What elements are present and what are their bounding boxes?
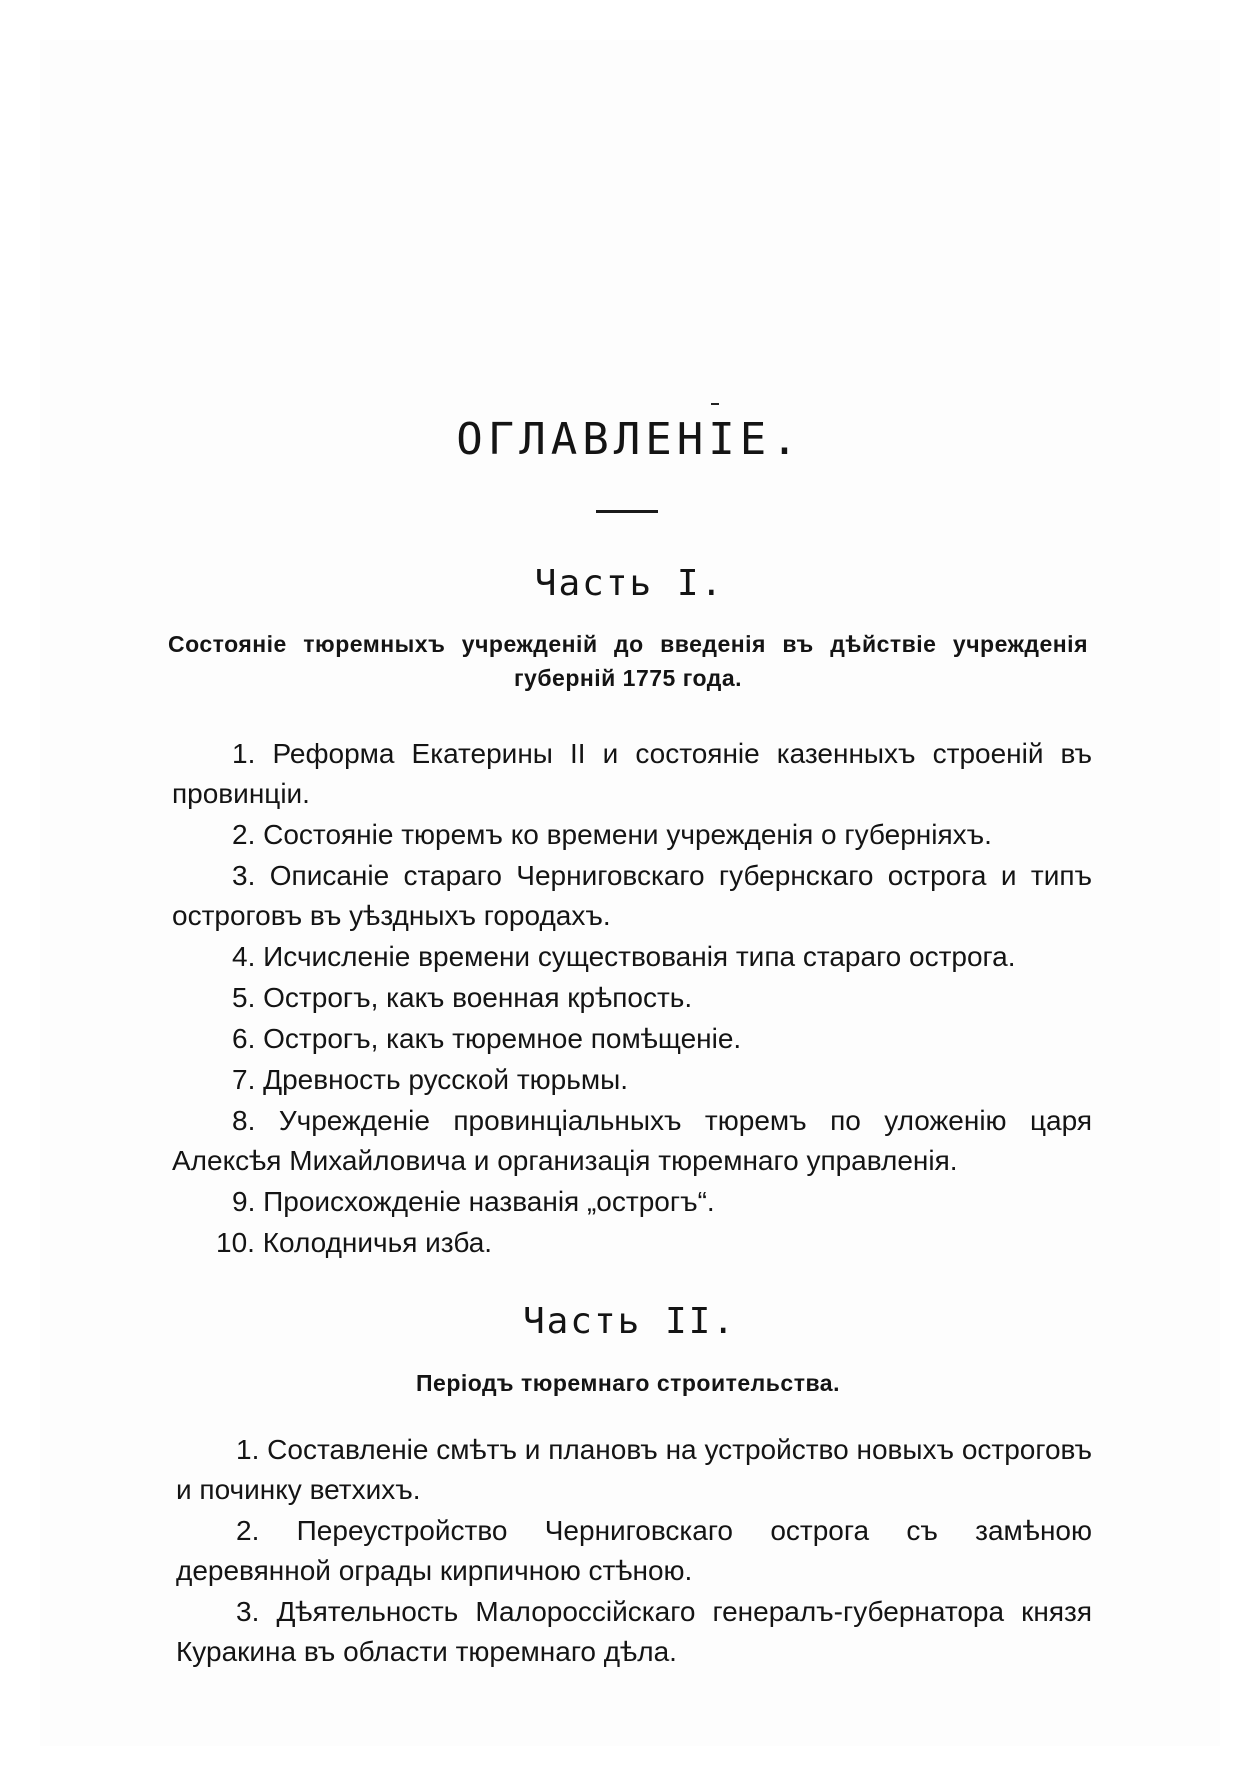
entry-text: Исчисленіе времени существованія типа стараго острога.	[263, 941, 1016, 972]
toc-entry	[172, 1182, 1092, 1222]
entry-text: Дѣятельность Малороссійскаго генералъ-губернатора князя Куракина въ области тюремнаго дѣла.	[176, 1596, 1093, 1667]
part-2-contents	[176, 1430, 1092, 1673]
entry-number: 1.	[236, 1434, 260, 1465]
entry-number: 2.	[236, 1515, 260, 1546]
entry-number: 10.	[216, 1227, 255, 1258]
title-mark	[711, 403, 719, 405]
entry-text: Древность русской тюрьмы.	[263, 1064, 628, 1095]
entry-text: Описаніе стараго Черниговскаго губернскаго острога и типъ остроговъ въ уѣздныхъ городахъ.	[172, 860, 1092, 931]
entry-number: 4.	[232, 941, 256, 972]
entry-number: 2.	[232, 819, 256, 850]
entry-text: Переустройство Черниговскаго острога съ замѣною деревянной ограды кирпичною стѣною.	[176, 1515, 1092, 1586]
entry-text: Острогъ, какъ тюремное помѣщеніе.	[263, 1023, 742, 1054]
part-2-subtitle: Періодъ тюремнаго строительства.	[416, 1370, 840, 1396]
entry-text: Острогъ, какъ военная крѣпость.	[263, 982, 693, 1013]
part-1-contents	[172, 734, 1092, 1264]
page-title: ОГЛАВЛЕНІЕ.	[456, 414, 803, 465]
entry-number: 3.	[232, 860, 256, 891]
part-1-subtitle: Состояніе тюремныхъ учрежденій до введенія въ дѣйствіе учрежденія губерній 1775 года.	[168, 631, 1088, 691]
title-divider	[596, 510, 658, 513]
entry-text: Колодничья изба.	[262, 1227, 493, 1258]
entry-text: Происхожденіе названія „острогъ“.	[263, 1186, 715, 1217]
toc-entry	[172, 937, 1092, 977]
entry-number: 6.	[232, 1023, 256, 1054]
entry-number: 9.	[232, 1186, 256, 1217]
toc-entry	[172, 1019, 1092, 1059]
part-2-heading: Часть II.	[522, 1301, 737, 1342]
toc-entry	[172, 815, 1092, 855]
entry-number: 1.	[232, 738, 256, 769]
entry-number: 3.	[236, 1596, 260, 1627]
toc-entry	[172, 1060, 1092, 1100]
toc-entry	[172, 1223, 1092, 1263]
toc-entry	[176, 1592, 1092, 1672]
toc-entry	[172, 1101, 1092, 1181]
entry-number: 7.	[232, 1064, 256, 1095]
toc-entry	[172, 734, 1092, 814]
entry-text: Составленіе смѣтъ и плановъ на устройство новыхъ остроговъ и починку ветхихъ.	[176, 1434, 1092, 1505]
entry-text: Учрежденіе провинціальныхъ тюремъ по уложенію царя Алексѣя Михайловича и организація тюремнаго управленія.	[172, 1105, 1093, 1176]
entry-number: 5.	[232, 982, 256, 1013]
entry-text: Реформа Екатерины II и состояніе казенныхъ строеній въ провинціи.	[172, 738, 1092, 809]
toc-entry	[172, 978, 1092, 1018]
entry-text: Состояніе тюремъ ко времени учрежденія о губерніяхъ.	[263, 819, 992, 850]
toc-entry	[172, 856, 1092, 936]
toc-entry	[176, 1430, 1092, 1510]
entry-number: 8.	[232, 1105, 256, 1136]
part-1-heading: Часть I.	[534, 563, 725, 604]
toc-entry	[176, 1511, 1092, 1591]
